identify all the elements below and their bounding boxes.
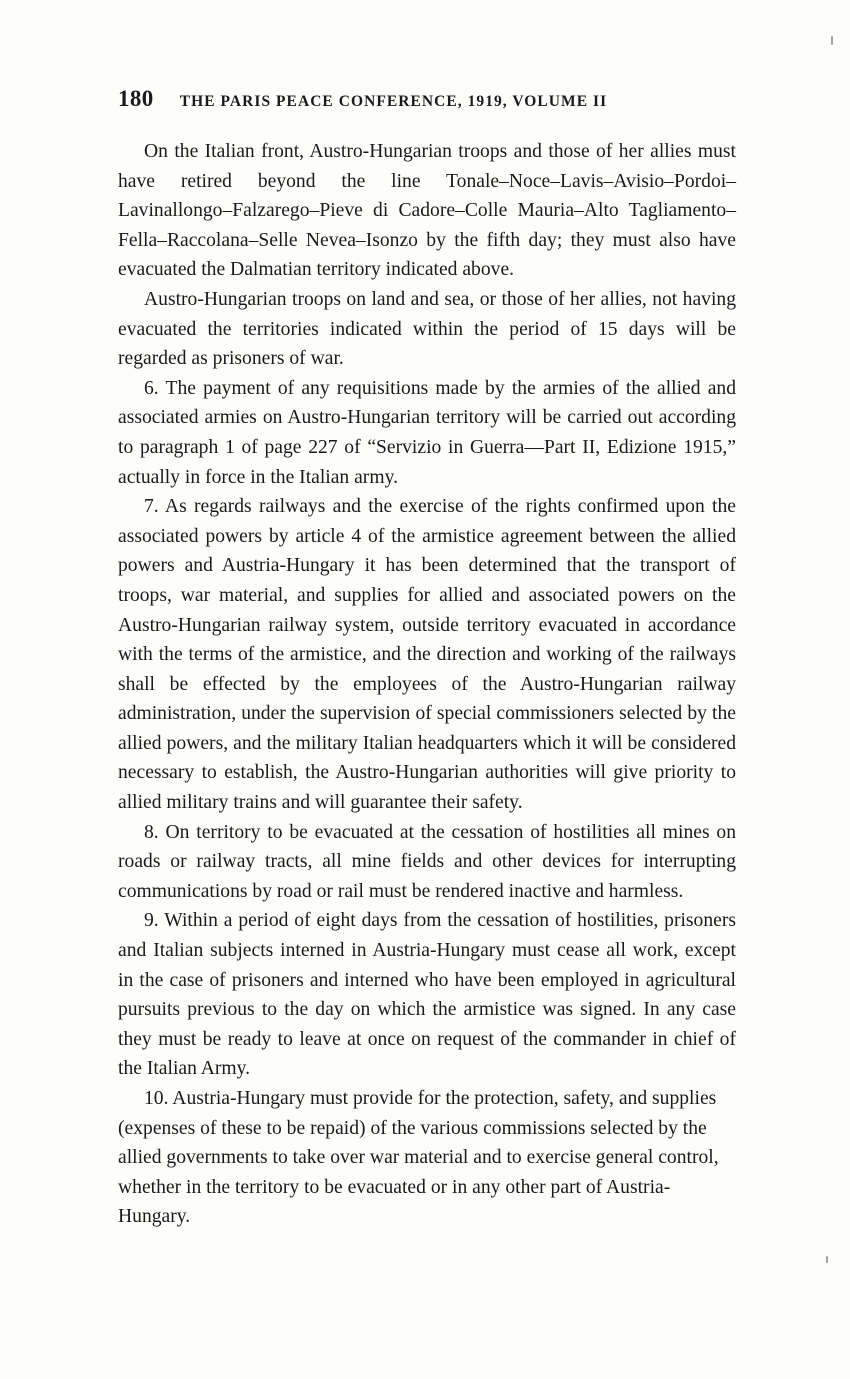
running-title: THE PARIS PEACE CONFERENCE, 1919, VOLUME II xyxy=(179,93,608,110)
paragraph: 10. Austria-Hungary must provide for the protection, safety, and supplies (expenses of these to be repaid) of the various commissions selected by the allied governments to take over war material and to exercise general control, whether in the territory to be evacuated or in any other part of Austria-Hungary. xyxy=(118,1088,719,1228)
body-text xyxy=(118,137,736,1232)
page-speck-top xyxy=(831,36,833,45)
page-header xyxy=(118,86,738,112)
paragraph: 7. As regards railways and the exercise of the rights confirmed upon the associated powers by article 4 of the armistice agreement between the allied powers and Austria-Hungary it has been determined that the transport of troops, war material, and supplies for allied and associated powers on the Austro-Hungarian railway system, outside territory evacuated in accordance with the terms of the armistice, and the direction and working of the railways shall be effected by the employees of the Austro-Hungarian railway administration, under the supervision of special commissioners selected by the allied powers, and the military Italian headquarters which it will be considered necessary to establish, the Austro-Hungarian authorities will give priority to allied military trains and will guarantee their safety. xyxy=(118,496,736,814)
page-speck-bottom xyxy=(826,1256,828,1263)
paragraph: 8. On territory to be evacuated at the cessation of hostilities all mines on roads or railway tracts, all mine fields and other devices for interrupting communications by road or rail must be rendered inactive and harmless. xyxy=(118,821,736,902)
paragraph: 6. The payment of any requisitions made by the armies of the allied and associated armies on Austro-Hungarian territory will be carried out according to paragraph 1 of page 227 of “Servizio in Guerra—Part II, Edizione 1915,” actually in force in the Italian army. xyxy=(118,377,736,488)
page-number: 180 xyxy=(118,86,154,111)
paragraph: 9. Within a period of eight days from the cessation of hostilities, prisoners and Italian subjects interned in Austria-Hungary must cease all work, except in the case of prisoners and interned who have been employed in agricultural pursuits previous to the day on which the armistice was signed. In any case they must be ready to leave at once on request of the commander in chief of the Italian Army. xyxy=(118,910,736,1080)
paragraph: On the Italian front, Austro-Hungarian troops and those of her allies must have retired beyond the line Tonale–Noce–Lavis–Avisio–Pordoi–Lavinallongo–Falzarego–Pieve di Cadore–Colle Mauria–Alto Tagliamento–Fella–Raccolana–Selle Nevea–Isonzo by the fifth day; they must also have evacuated the Dalmatian territory indicated above. xyxy=(118,141,736,281)
paragraph: Austro-Hungarian troops on land and sea, or those of her allies, not having evacuated the territories indicated within the period of 15 days will be regarded as prisoners of war. xyxy=(118,288,736,370)
